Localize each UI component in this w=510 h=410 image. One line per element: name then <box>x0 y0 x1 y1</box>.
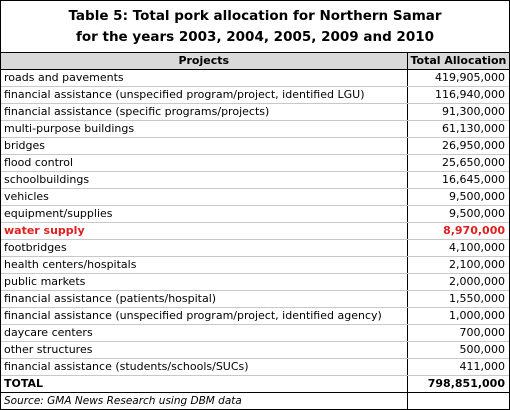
amount-cell: 500,000 <box>407 342 509 359</box>
amount-cell: 2,000,000 <box>407 274 509 291</box>
project-cell: other structures <box>1 342 407 359</box>
source-row <box>1 393 509 410</box>
amount-cell: 419,905,000 <box>407 70 509 87</box>
project-cell: bridges <box>1 138 407 155</box>
table-row <box>1 138 509 155</box>
table-row <box>1 291 509 308</box>
project-cell: water supply <box>1 223 407 240</box>
project-cell: financial assistance (unspecified program/project, identified LGU) <box>1 87 407 104</box>
project-cell: equipment/supplies <box>1 206 407 223</box>
project-cell: financial assistance (patients/hospital) <box>1 291 407 308</box>
amount-cell: 9,500,000 <box>407 189 509 206</box>
project-cell: financial assistance (specific programs/projects) <box>1 104 407 121</box>
amount-cell: 2,100,000 <box>407 257 509 274</box>
project-cell: public markets <box>1 274 407 291</box>
table-header-row <box>1 53 509 70</box>
amount-cell: 8,970,000 <box>407 223 509 240</box>
table-row <box>1 274 509 291</box>
project-cell: financial assistance (unspecified program/project, identified agency) <box>1 308 407 325</box>
amount-cell: 411,000 <box>407 359 509 376</box>
table-row <box>1 189 509 206</box>
table-row <box>1 121 509 138</box>
project-cell: flood control <box>1 155 407 172</box>
table-row <box>1 70 509 87</box>
table-title-line-1: Table 5: Total pork allocation for Northern Samar <box>68 8 442 24</box>
table-row <box>1 104 509 121</box>
table-row <box>1 342 509 359</box>
amount-cell: 25,650,000 <box>407 155 509 172</box>
table-row <box>1 308 509 325</box>
table-title <box>1 1 509 53</box>
projects-column-header: Projects <box>1 53 407 70</box>
project-cell: financial assistance (students/schools/SUCs) <box>1 359 407 376</box>
amount-cell: 26,950,000 <box>407 138 509 155</box>
source-empty-cell <box>407 393 509 410</box>
project-cell: roads and pavements <box>1 70 407 87</box>
amount-cell: 9,500,000 <box>407 206 509 223</box>
amount-cell: 1,000,000 <box>407 308 509 325</box>
table-title-line-2: for the years 2003, 2004, 2005, 2009 and 2010 <box>75 29 435 45</box>
project-cell: multi-purpose buildings <box>1 121 407 138</box>
table-row <box>1 325 509 342</box>
total-amount: 798,851,000 <box>407 376 509 393</box>
project-cell: schoolbuildings <box>1 172 407 189</box>
source-note: Source: GMA News Research using DBM data <box>4 395 242 407</box>
table-row <box>1 87 509 104</box>
project-cell: footbridges <box>1 240 407 257</box>
project-cell: vehicles <box>1 189 407 206</box>
amount-cell: 4,100,000 <box>407 240 509 257</box>
table-row <box>1 206 509 223</box>
project-cell: daycare centers <box>1 325 407 342</box>
amount-cell: 91,300,000 <box>407 104 509 121</box>
allocation-table <box>1 53 509 409</box>
table-row <box>1 359 509 376</box>
amount-cell: 116,940,000 <box>407 87 509 104</box>
table-row <box>1 155 509 172</box>
amount-cell: 700,000 <box>407 325 509 342</box>
amount-cell: 61,130,000 <box>407 121 509 138</box>
table-row-highlighted <box>1 223 509 240</box>
table-row <box>1 172 509 189</box>
project-cell: health centers/hospitals <box>1 257 407 274</box>
amount-cell: 1,550,000 <box>407 291 509 308</box>
table-row <box>1 257 509 274</box>
total-allocation-column-header: Total Allocation <box>407 53 509 70</box>
total-label: TOTAL <box>1 376 407 393</box>
amount-cell: 16,645,000 <box>407 172 509 189</box>
total-row <box>1 376 509 393</box>
table-row <box>1 240 509 257</box>
